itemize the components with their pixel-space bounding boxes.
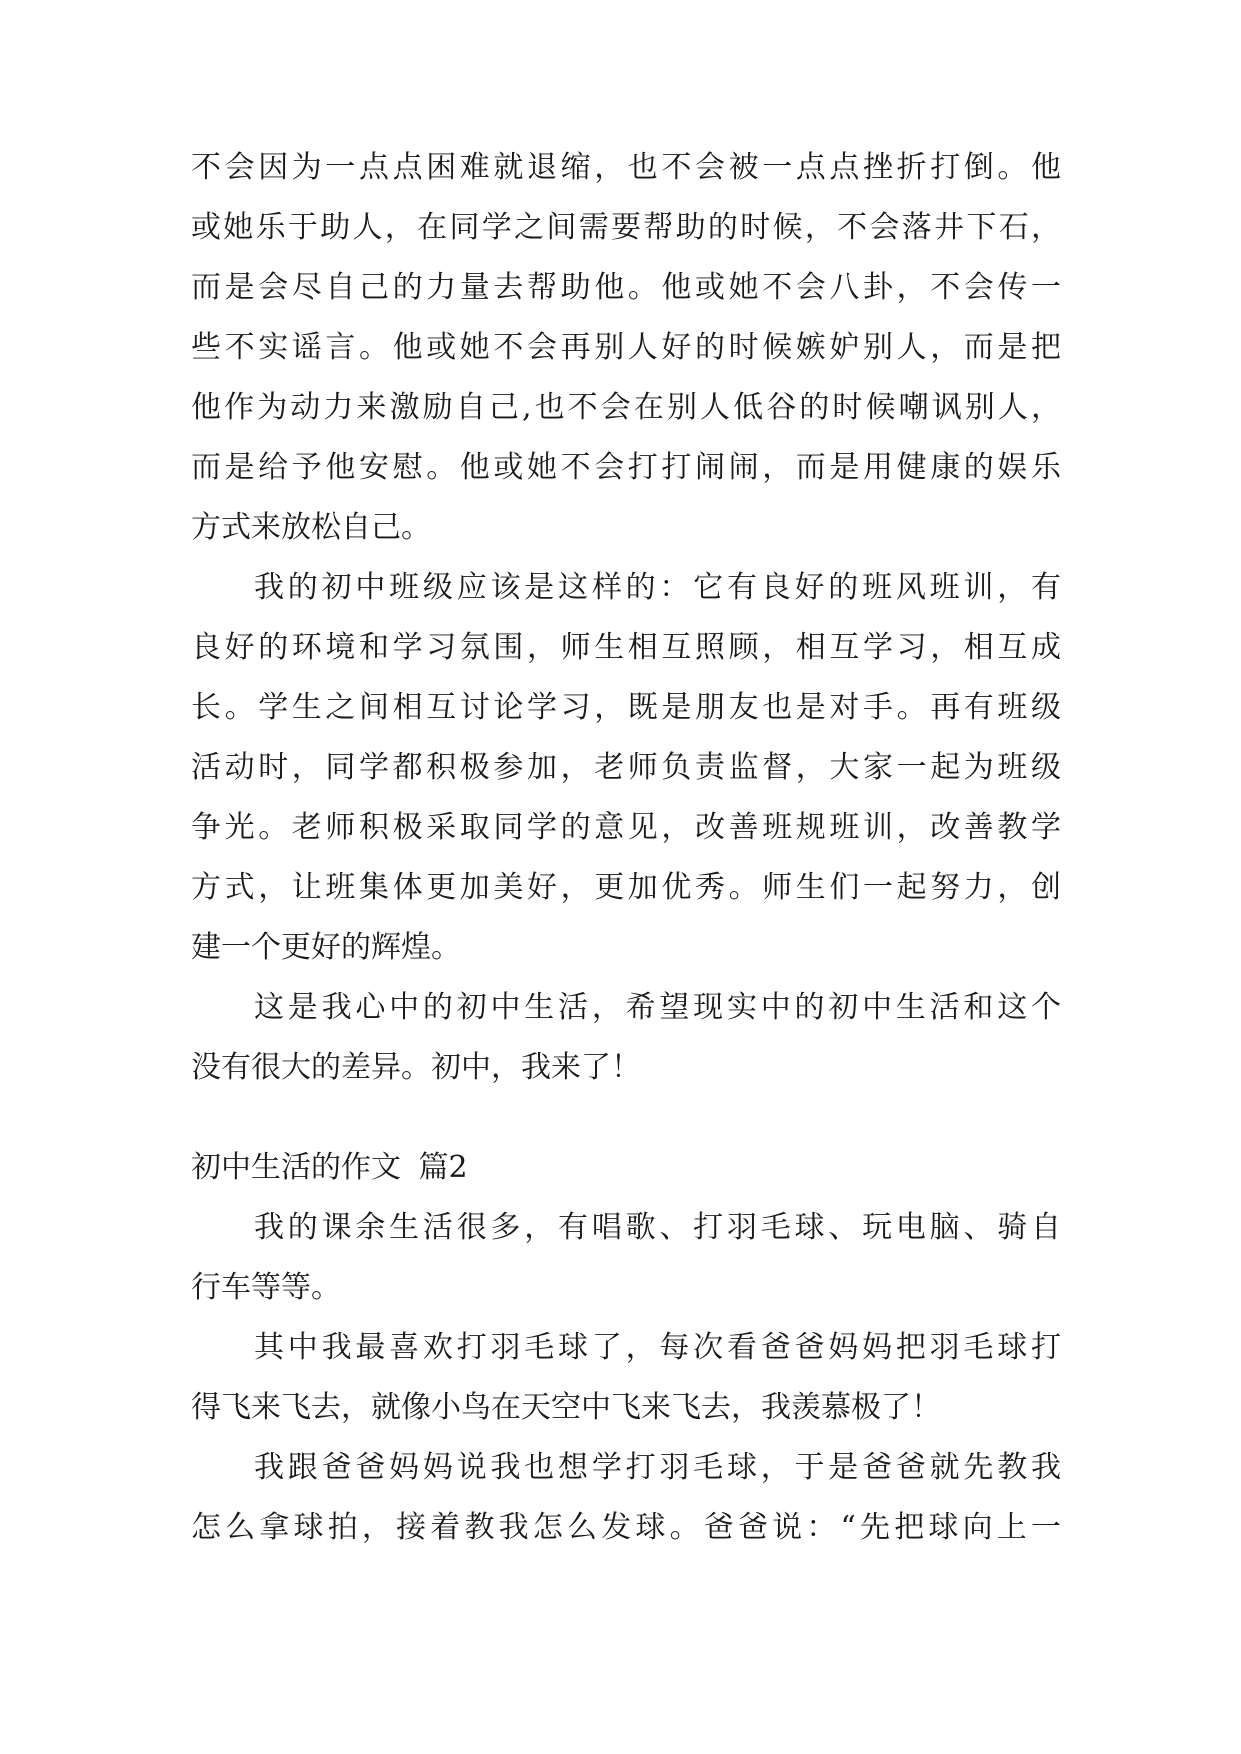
body-text-line: 良好的环境和学习氛围，师生相互照顾，相互学习，相互成	[191, 630, 1061, 665]
body-text-line: 我跟爸爸妈妈说我也想学打羽毛球，于是爸爸就先教我	[254, 1450, 1061, 1485]
body-text-line: 争光。老师积极采取同学的意见，改善班规班训，改善教学	[191, 810, 1061, 845]
body-text-line: 其中我最喜欢打羽毛球了，每次看爸爸妈妈把羽毛球打	[254, 1330, 1061, 1365]
body-text-line: 我的课余生活很多，有唱歌、打羽毛球、玩电脑、骑自	[254, 1210, 1061, 1245]
body-text-line: 得飞来飞去，就像小鸟在天空中飞来飞去，我羡慕极了！	[191, 1390, 941, 1425]
body-text-line: 而是会尽自己的力量去帮助他。他或她不会八卦，不会传一	[191, 270, 1061, 305]
body-text-line: 长。学生之间相互讨论学习，既是朋友也是对手。再有班级	[191, 690, 1061, 725]
body-text-line: 不会因为一点点困难就退缩，也不会被一点点挫折打倒。他	[191, 150, 1061, 185]
body-text-line: 而是给予他安慰。他或她不会打打闹闹，而是用健康的娱乐	[191, 450, 1061, 485]
body-text-line: 方式来放松自己。	[191, 510, 431, 545]
body-text-line: 或她乐于助人，在同学之间需要帮助的时候，不会落井下石，	[191, 210, 1061, 245]
body-text-line: 方式，让班集体更加美好，更加优秀。师生们一起努力，创	[191, 870, 1061, 905]
body-text-line: 活动时，同学都积极参加，老师负责监督，大家一起为班级	[191, 750, 1061, 785]
body-text-line: 怎么拿球拍，接着教我怎么发球。爸爸说：“先把球向上一	[191, 1510, 1061, 1545]
body-text-line: 这是我心中的初中生活，希望现实中的初中生活和这个	[254, 990, 1061, 1025]
body-text-line: 些不实谣言。他或她不会再别人好的时候嫉妒别人，而是把	[191, 330, 1061, 365]
body-text-line: 没有很大的差异。初中，我来了！	[191, 1050, 641, 1085]
body-text-line: 行车等等。	[191, 1270, 341, 1305]
body-text-line: 我的初中班级应该是这样的：它有良好的班风班训，有	[254, 570, 1061, 605]
body-text-line: 他作为动力来激励自己,也不会在别人低谷的时候嘲讽别人，	[191, 390, 1061, 425]
section-heading: 初中生活的作文 篇2	[191, 1150, 468, 1185]
body-text-line: 建一个更好的辉煌。	[191, 930, 461, 965]
